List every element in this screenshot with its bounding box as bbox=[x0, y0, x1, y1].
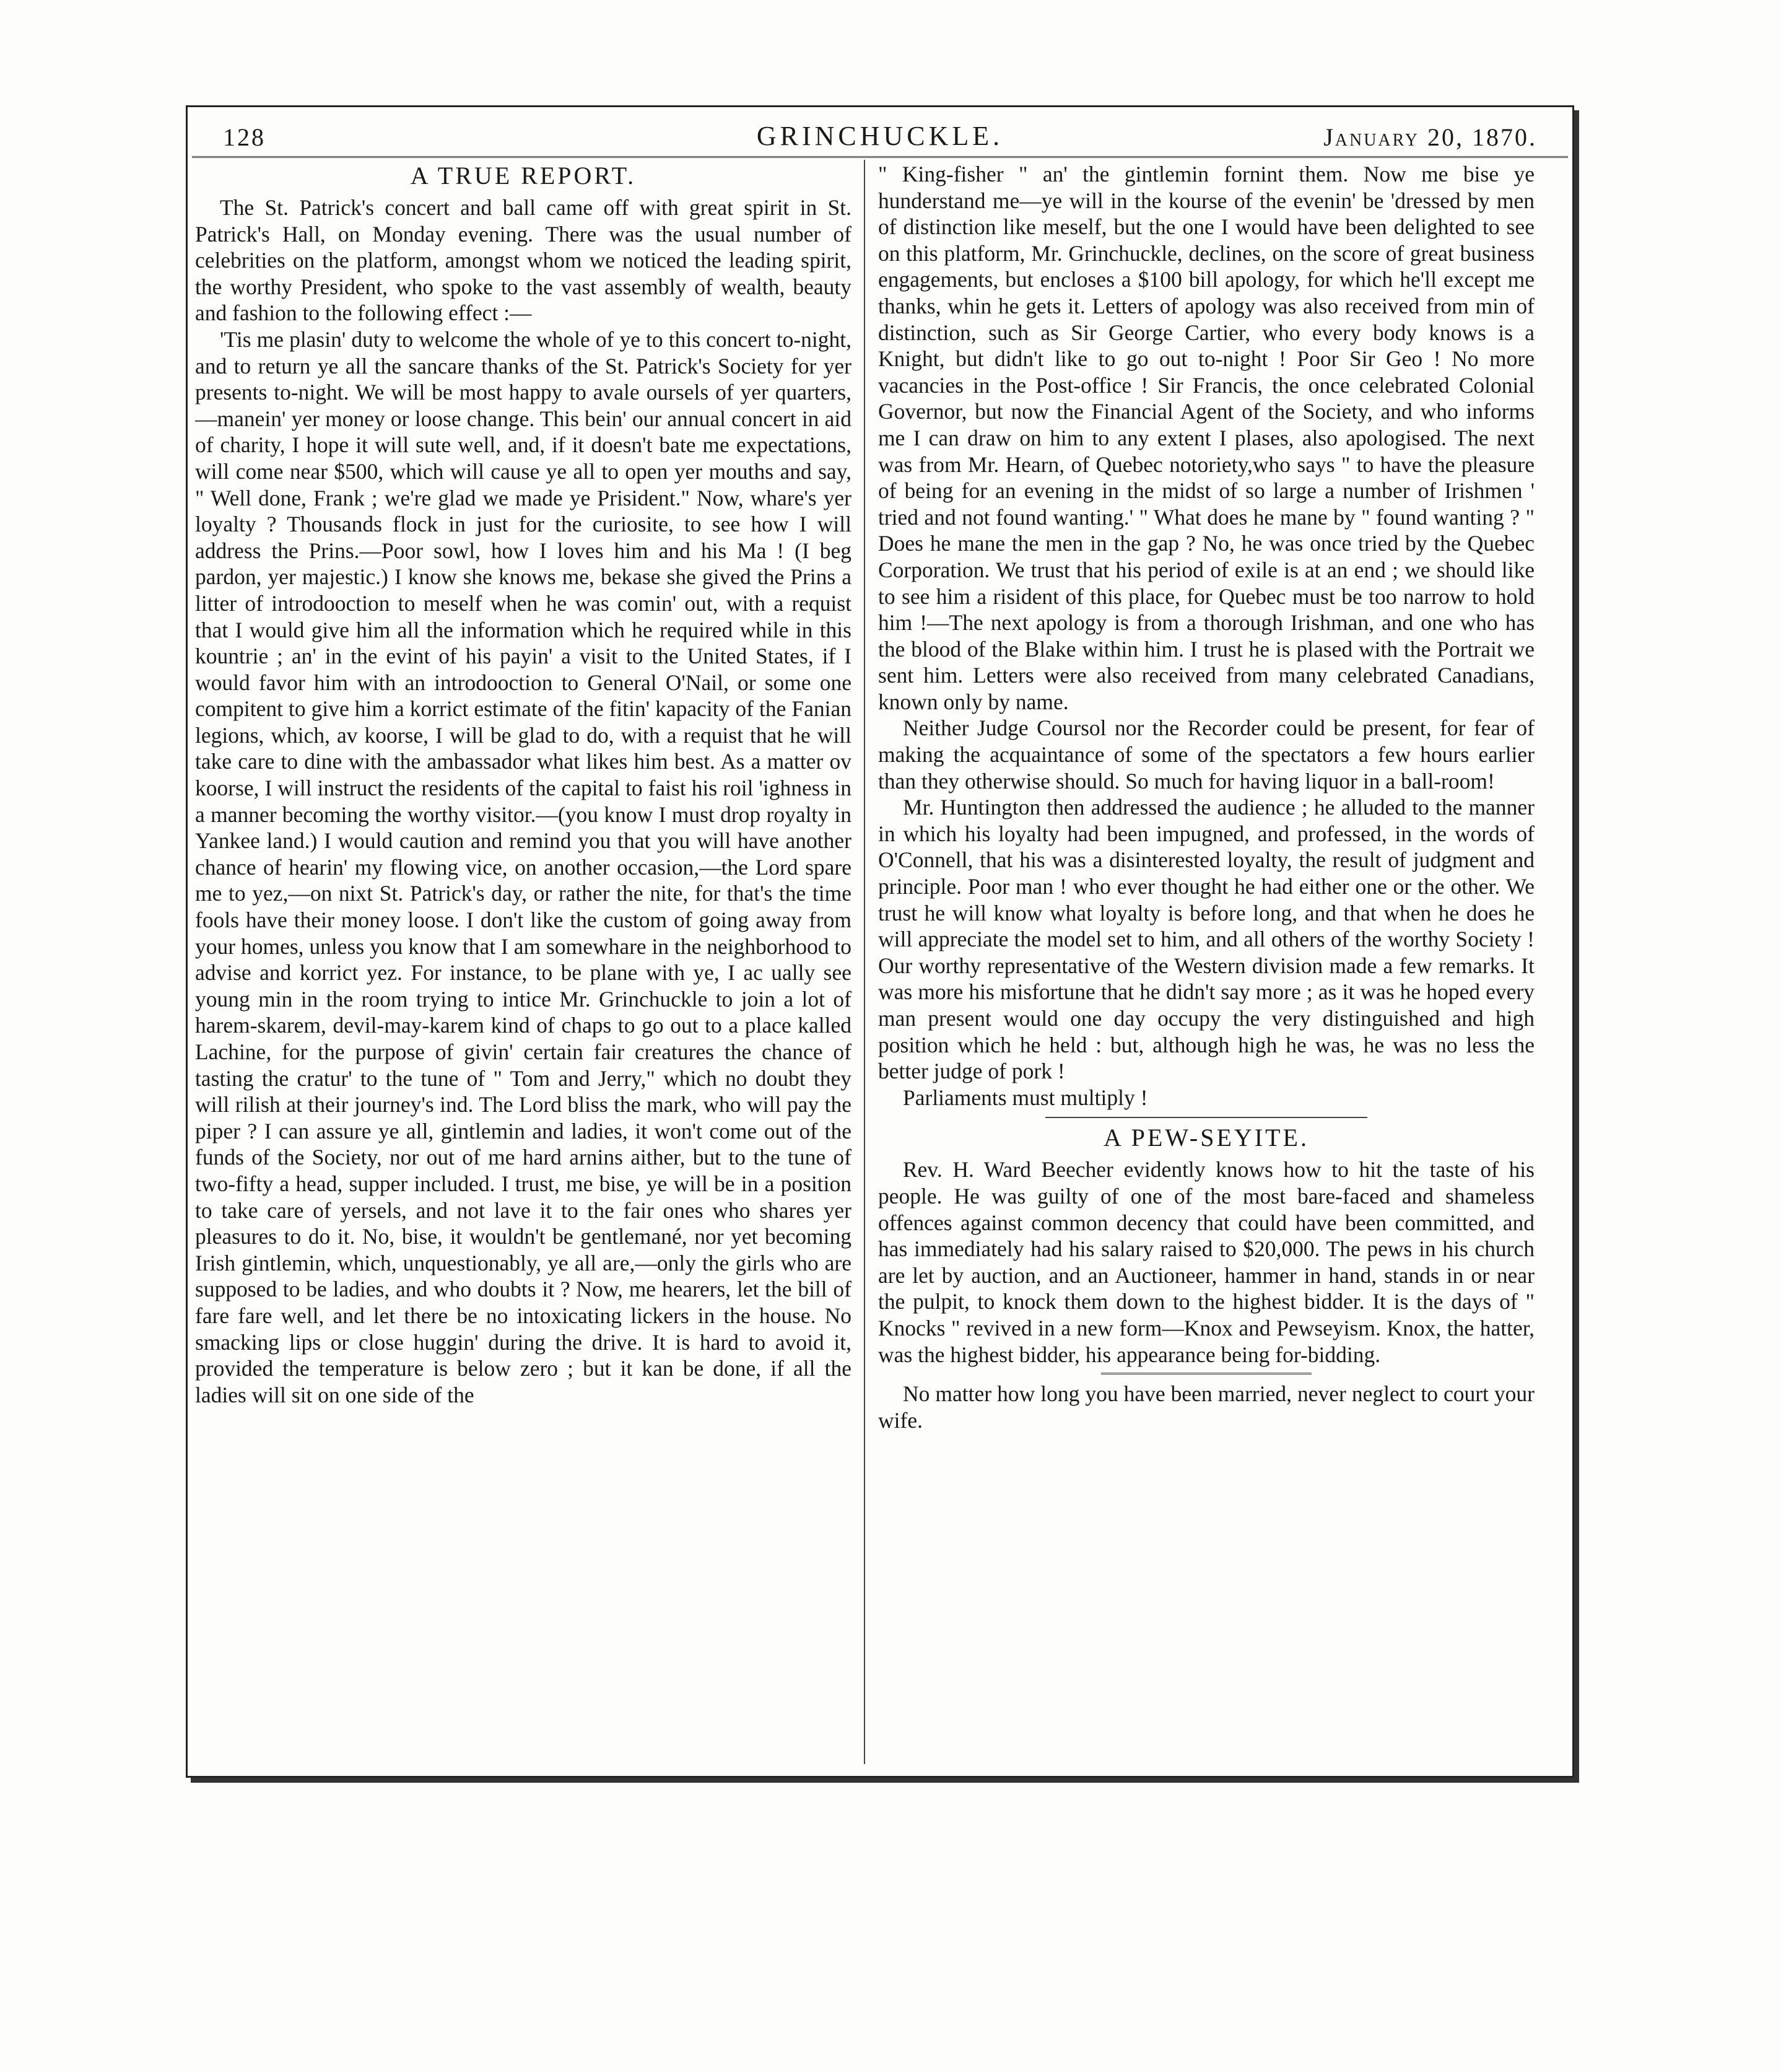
closing-note: No matter how long you have been married, never neglect to court your wife. bbox=[878, 1381, 1535, 1433]
article-paragraph: Parliaments must multiply ! bbox=[903, 1085, 1148, 1110]
issue-date: January 20, 1870. bbox=[1323, 123, 1537, 151]
left-column bbox=[195, 161, 851, 1759]
publication-title: GRINCHUCKLE. bbox=[756, 121, 1004, 151]
right-column bbox=[878, 161, 1535, 1759]
article-heading: A TRUE REPORT. bbox=[410, 162, 637, 190]
column-divider bbox=[864, 160, 865, 1764]
section-rule bbox=[1045, 1117, 1367, 1118]
article-paragraph: Rev. H. Ward Beecher evidently knows how to hit the taste of his people. He was guilty of one of the most bare-faced and shameless offences against common decency that could have been committed, and has immediately had his salary raised to $20,000. The pews in his church are let by auction, and an Auctioneer, hammer in hand, stands in or near the pulpit, to knock them down to the highest bidder. It is the days of " Knocks " revived in a new form—Knox and Pewseyism. Knox, the hatter, was the highest bidder, his appearance being for-bidding. bbox=[878, 1157, 1535, 1367]
section-rule bbox=[1101, 1373, 1312, 1375]
article-paragraph: " King-fisher " an' the gintlemin fornint them. Now me bise ye hunderstand me—ye will in the kourse of the evenin' be 'dressed by men of distinction like meself, but the one I would have been delighted to see on this platform, Mr. Grinchuckle, declines, on the score of great business engagements, but encloses a $100 bill apology, for which he'll except me thanks, whin he gets it. Letters of apology was also received from min of distinction, such as Sir George Cartier, who every body knows is a Knight, but didn't like to go out to-night ! Poor Sir Geo ! No more vacancies in the Post-office ! Sir Francis, the once celebrated Colonial Governor, but now the Financial Agent of the Society, and who informs me I can draw on him to any extent I plases, also apologised. The next was from Mr. Hearn, of Quebec notoriety,who says " to have the pleasure of being for an evening in the midst of so large a number of Irishmen ' tried and not found wanting.' " What does he mane by " found wanting ? " Does he mane the men in the gap ? No, he was once tried by the Quebec Corporation. We trust that his period of exile is at an end ; we should like to see him a risident of this place, for Quebec must be too narrow to hold him !—The next apology is from a thorough Irishman, and one who has the blood of the Blake within him. I trust he is plased with the Portrait we sent him. Letters were also received from many celebrated Canadians, known only by name. bbox=[878, 162, 1535, 714]
second-article-heading: A PEW-SEYITE. bbox=[1104, 1124, 1309, 1152]
page-header bbox=[186, 118, 1574, 155]
page-number: 128 bbox=[223, 123, 266, 151]
header-rule bbox=[192, 156, 1568, 158]
article-paragraph: 'Tis me plasin' duty to welcome the whole of ye to this concert to-night, and to return ye all the sancare thanks of the St. Patrick's Society for yer presents to-night. We will be most happy to avale oursels of yer quarters,—manein' yer money or loose change. This bein' our annual concert in aid of charity, I hope it will sute well, and, if it doesn't bate me expectations, will come near $500, which will cause ye all to open yer mouths and say, " Well done, Frank ; we're glad we made ye Prisident." Now, whare's yer loyalty ? Thousands flock in just for the curiosite, to see how I will address the Prins.—Poor sowl, how I loves him and his Ma ! (I beg pardon, yer majestic.) I know she knows me, bekase she gived the Prins a litter of introdooction to meself when he was comin' out, with a requist that I would give him all the information which he required while in this kountrie ; an' in the evint of his payin' a visit to the United States, if I would favor him with an introdooction to General O'Nail, or some one compitent to give him a korrict estimate of the fitin' kapacity of the Fanian legions, which, av koorse, I will be glad to do, with a requist that he will take care to dine with the ambassador what likes him best. As a matter ov koorse, I will instruct the residents of the capital to faist his roil 'ighness in a manner becoming the worthy visitor.—(you know I must drop royalty in Yankee land.) I would caution and remind you that you will have another chance of hearin' my flowing vice, on another occasion,—the Lord spare me to yez,—on nixt St. Patrick's day, or rather the nite, for that's the time fools have their money loose. I don't like the custom of going away from your homes, unless you know that I am somewhare in the neighborhood to advise and korrict yez. For instance, to be plane with ye, I ac ually see young min in the room trying to intice Mr. Grinchuckle to join a lot of harem-skarem, devil-may-karem kind of chaps to go out to a place kalled Lachine, for the purpose of givin' certain fair creatures the chance of tasting the cratur' to the tune of " Tom and Jerry," which no doubt they will rilish at their journey's ind. The Lord bliss the mark, who will pay the piper ? I can assure ye all, gintlemin and ladies, it won't come out of the funds of the Society, nor out of me hard arnins aither, but to the tune of two-fifty a head, supper included. I trust, me bise, ye will be in a position to take care of yersels, and not lave it to the fair ones who shares yer pleasures to do it. No, bise, it wouldn't be gentlemané, nor yet becoming Irish gintlemin, which, unquestionably, ye all are,—only the girls who are supposed to be ladies, and who doubts it ? Now, me hearers, let the bill of fare fare well, and let there be no intoxicating lickers in the house. No smacking lips or close huggin' during the drive. It is hard to avoid it, provided the temperature is below zero ; but it kan be done, if all the ladies will sit on one side of the bbox=[195, 326, 851, 1407]
article-paragraph: Mr. Huntington then addressed the audience ; he alluded to the manner in which his loyalty had been impugned, and professed, in the words of O'Connell, that his was a disinterested loyalty, the result of judgment and principle. Poor man ! who ever thought he had either one or the other. We trust he will know what loyalty is before long, and that when he does he will appreciate the model set to him, and all others of the worthy Society ! Our worthy representative of the Western division made a few remarks. It was more his misfortune that he didn't say more ; as it was he hoped every man present would one day occupy the very distinguished and high position which he held : but, although high he was, he was no less the better judge of pork ! bbox=[878, 795, 1535, 1084]
article-paragraph: Neither Judge Coursol nor the Recorder could be present, for fear of making the acquaintance of some of the spectators a few hours earlier than they otherwise should. So much for having liquor in a ball-room! bbox=[878, 715, 1535, 793]
article-paragraph: The St. Patrick's concert and ball came off with great spirit in St. Patrick's Hall, on Monday evening. There was the usual number of celebrities on the platform, amongst whom we noticed the leading spirit, the worthy President, who spoke to the vast assembly of wealth, beauty and fashion to the following effect :— bbox=[195, 195, 851, 326]
